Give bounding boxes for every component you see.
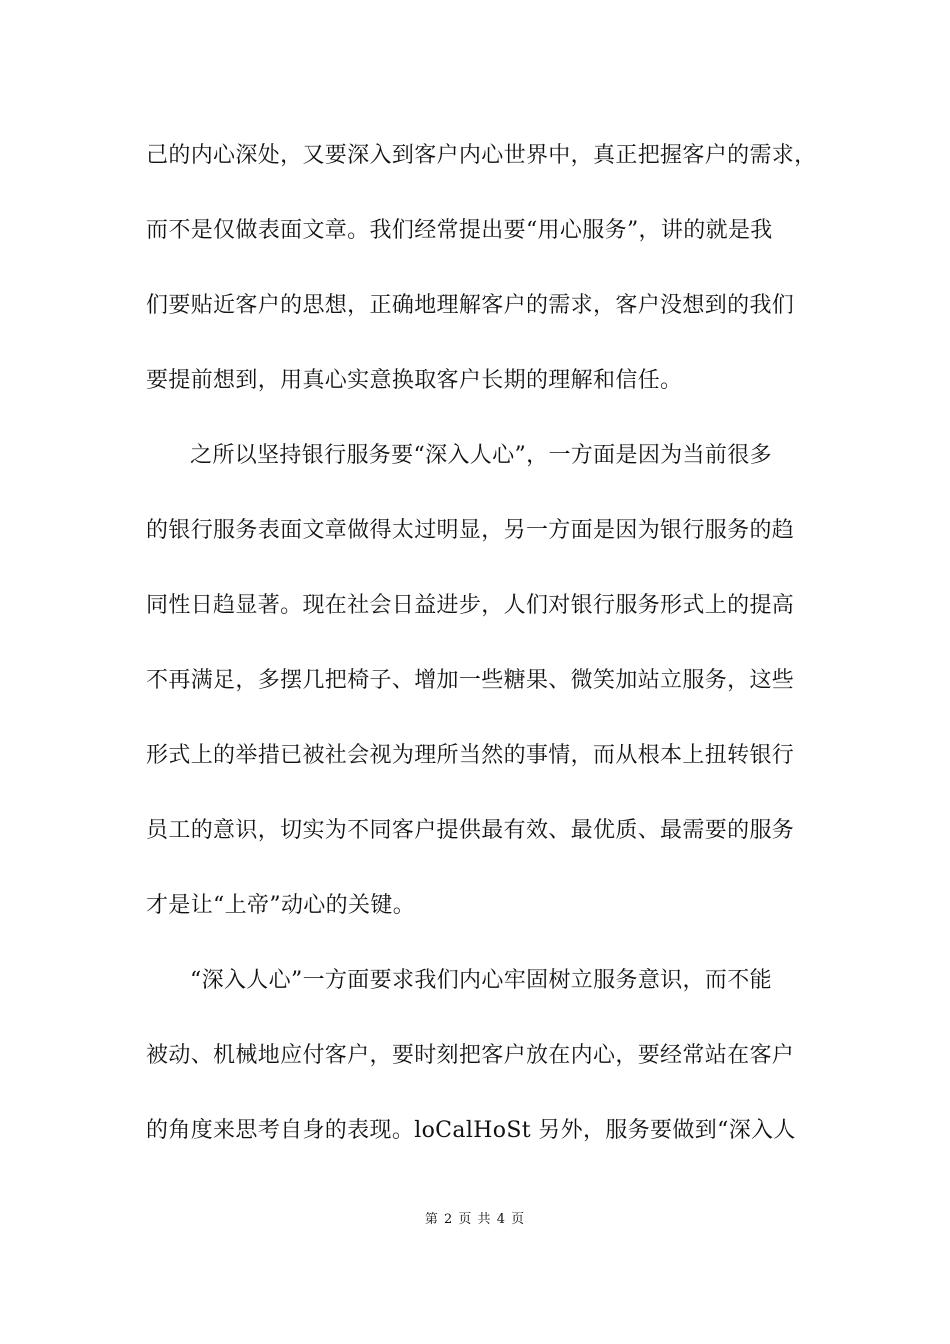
body-text-line: 才是让“上帝”动心的关键。	[146, 893, 416, 918]
body-text-line: 不再满足，多摆几把椅子、增加一些糖果、微笑加站立服务，这些	[146, 668, 795, 693]
paragraph-start-line: 之所以坚持银行服务要“深入人心”，一方面是因为当前很多	[190, 443, 772, 468]
body-text-line: 要提前想到，用真心实意换取客户长期的理解和信任。	[146, 368, 683, 393]
paragraph-start-line: “深入人心”一方面要求我们内心牢固树立服务意识，而不能	[190, 968, 772, 993]
body-text-line: 员工的意识，切实为不同客户提供最有效、最优质、最需要的服务	[146, 818, 795, 843]
page-number-footer: 第 2 页 共 4 页	[424, 1212, 526, 1227]
body-text-line: 而不是仅做表面文章。我们经常提出要“用心服务”，讲的就是我	[146, 218, 773, 243]
body-text-line: 们要贴近客户的思想，正确地理解客户的需求，客户没想到的我们	[146, 293, 795, 318]
body-text-line: 的银行服务表面文章做得太过明显，另一方面是因为银行服务的趋	[146, 518, 795, 543]
body-text-line: 己的内心深处，又要深入到客户内心世界中，真正把握客户的需求，	[146, 143, 817, 168]
body-text-line: 被动、机械地应付客户，要时刻把客户放在内心，要经常站在客户	[146, 1043, 795, 1068]
body-text-line: 形式上的举措已被社会视为理所当然的事情，而从根本上扭转银行	[146, 743, 795, 768]
body-text-line: 的角度来思考自身的表现。loCalHoSt 另外，服务要做到“深入人	[146, 1118, 796, 1143]
body-text-line: 同性日趋显著。现在社会日益进步，人们对银行服务形式上的提高	[146, 593, 795, 618]
